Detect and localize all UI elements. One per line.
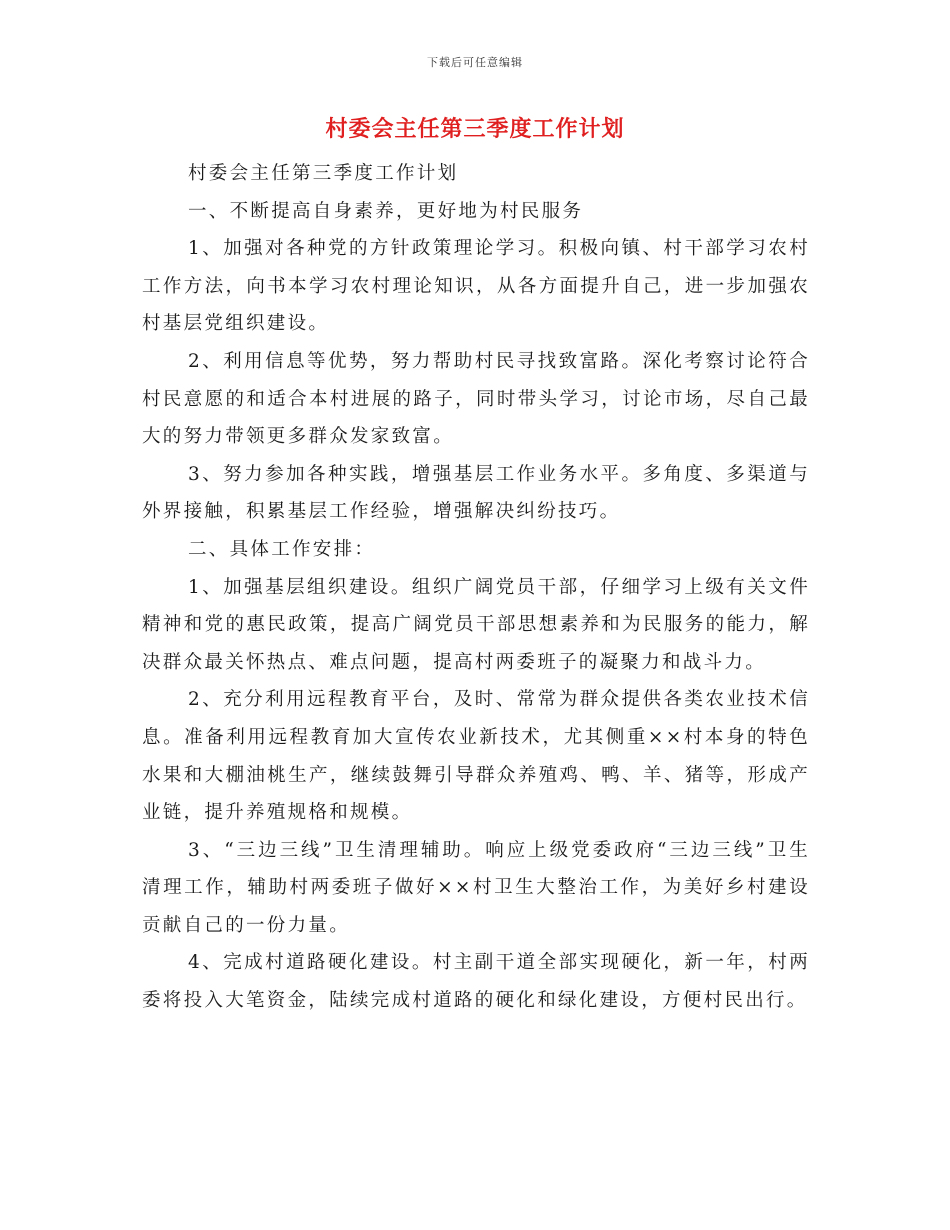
paragraph: 1、加强基层组织建设。组织广阔党员干部，仔细学习上级有关文件精神和党的惠民政策，提高广阔党员干部思想素养和为民服务的能力，解决群众最关怀热点、难点问题，提高村两委班子的凝聚力和战斗力。 [142,576,810,673]
body-subtitle: 村委会主任第三季度工作计划 [188,163,459,184]
header-note: 下载后可任意编辑 [427,56,523,69]
paragraph: 2、充分利用远程教育平台，及时、常常为群众提供各类农业技术信息。准备利用远程教育加大宣传农业新技术，尤其侧重××村本身的特色水果和大棚油桃生产，继续鼓舞引导群众养殖鸡、鸭、羊、猪等，形成产业链，提升养殖规格和规模。 [142,689,810,824]
document-body [142,155,810,1020]
document-title: 村委会主任第三季度工作计划 [325,116,625,142]
paragraph: 2、利用信息等优势，努力帮助村民寻找致富路。深化考察讨论符合村民意愿的和适合本村进展的路子，同时带头学习，讨论市场，尽自己最大的努力带领更多群众发家致富。 [142,350,810,448]
section-heading-1: 一、不断提高自身素养，更好地为村民服务 [188,200,584,222]
paragraph: 1、加强对各种党的方针政策理论学习。积极向镇、村干部学习农村工作方法，向书本学习农村理论知识，从各方面提升自己，进一步加强农村基层党组织建设。 [142,238,810,335]
paragraph: 4、完成村道路硬化建设。村主副干道全部实现硬化，新一年，村两委将投入大笔资金，陆续完成村道路的硬化和绿化建设，方便村民出行。 [142,952,810,1012]
paragraph: 3、“三边三线”卫生清理辅助。响应上级党委政府“三边三线”卫生清理工作，辅助村两委班子做好××村卫生大整治工作，为美好乡村建设贡献自己的一份力量。 [142,839,810,936]
section-heading-2: 二、具体工作安排： [188,538,376,560]
paragraph: 3、努力参加各种实践，增强基层工作业务水平。多角度、多渠道与外界接触，积累基层工作经验，增强解决纠纷技巧。 [142,463,810,523]
